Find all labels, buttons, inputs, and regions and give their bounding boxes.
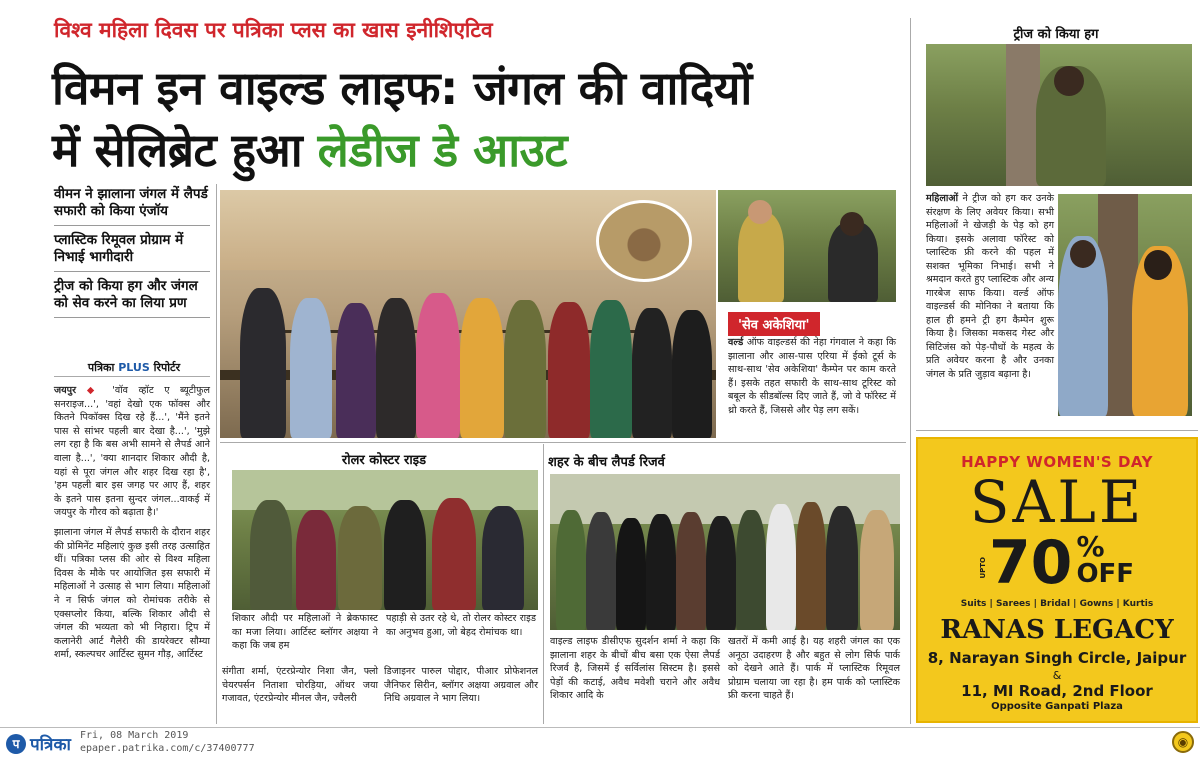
deck-list — [54, 184, 210, 322]
tree-hug-lead: महिलाओं — [926, 193, 959, 204]
ad-address-3: Opposite Ganpati Plaza — [991, 701, 1123, 712]
save-acacia-text: ऑफ वाइल्डर्स की नेहा गंगवाल ने कहा कि झालाना और आस-पास एरिया में ईको टूर्स के साथ-साथ 'सेव अकेशिया' कैम्पेन पर काम करते हैं। इसके तहत सफारी के साथ-साथ टूरिस्ट को बबूल के सीडबॉल्स दिए जाते हैं, जो वे फॉरेस्ट में थ्रो करते हैं, जिससे और पेड़ लग सकें। — [728, 337, 896, 416]
roller-coaster-photo — [232, 470, 538, 610]
headline-line-2-green: लेडीज डे आउट — [317, 123, 568, 177]
deck-1: वीमन ने झालाना जंगल में लैपर्ड सफारी को किया एंजॉय — [54, 184, 210, 226]
body-column-left — [54, 384, 210, 668]
tree-hug-label: ट्रीज को किया हग — [1013, 27, 1099, 42]
column-divider — [543, 444, 544, 724]
body-column-3: डिजाइनर पारुल पोद्दार, पीआर प्रोफेशनल जैनिफर सिरीन, ब्लॉगर अक्षया अग्रवाल और निधि अग्रवाल ने भाग लिया। — [384, 666, 538, 705]
leopard-column-1: वाइल्ड लाइफ डीसीएफ सुदर्शन शर्मा ने कहा कि झालाना शहर के बीचों बीच बसा एक ऐसा लैपर्ड रिजर्व है, जिसमें ई सर्विलांस सिस्टम है। इससे पेड़ों की कटाई, अवैध मवेशी चराने और अवैध शिकार आदि के — [550, 636, 720, 702]
inset-deer-photo — [596, 200, 692, 282]
patrika-logo-icon: प — [6, 734, 26, 754]
byline-plus: PLUS — [118, 361, 150, 374]
diamond-icon: ◆ — [86, 385, 102, 396]
body-column-2: संगीता शर्मा, एंटरप्रेन्योर निशा जैन, फ्लो चेयरपर्सन निताशा चोरड़िया, ऑथर जया गजावत, एंटरप्रेन्योर मीनल जैन, ज्वैलरी — [222, 666, 378, 705]
leopard-column-2: खतरों में कमी आई है। यह शहरी जंगल का एक अनूठा उदाहरण है और बहुत से लोग सिर्फ पार्क को देखने आते हैं। पार्क में प्लास्टिक रिमूवल प्रोग्राम चलाया जा रहा है। हम पार्क को प्लास्टिक फ्री करना चाहते हैं। — [728, 636, 900, 702]
ad-sale: SALE — [969, 468, 1145, 536]
ad-ampersand: & — [1052, 669, 1062, 682]
owl-icon[interactable]: ◉ — [1172, 731, 1194, 753]
save-acacia-lead: वर्ल्ड — [728, 337, 744, 348]
ad-address-1: 8, Narayan Singh Circle, Jaipur — [927, 649, 1187, 667]
save-acacia-body — [728, 336, 896, 417]
ad-discount — [918, 528, 1196, 598]
row-divider — [220, 442, 906, 443]
byline-prefix: पत्रिका — [87, 361, 115, 374]
headline-line-2-black: में सेलिब्रेट हुआ — [52, 123, 303, 177]
ad-discount-value: 70 — [988, 528, 1073, 598]
ad-womens-day: HAPPY WOMEN'S DAY — [961, 453, 1153, 471]
body-p1-text: 'वॉव व्हॉट ए ब्यूटीफुल सनराइज...', 'वहां देखो एक फॉक्स और कितने पिकॉक्स दिख रहे हैं...', 'मैंने इतने पास से सांभर पहली बार देखा है...', 'मुझे लग रहा है कि बस अभी सामने से लैपर्ड आने वाला है...', 'क्या शानदार शिकार औदी है, यहां से पूरा जंगल और शहर दिख रहा है', 'हम पहली बार इस जगह पर आए हैं, शहर के इतने पास इतना सुन्दर जंगल...वाकई में जयपुर के गौरव को बढ़ाता है।' — [54, 385, 211, 519]
ad-off: OFF — [1076, 559, 1135, 589]
ad-brand: RANAS LEGACY — [940, 615, 1174, 645]
leopard-reserve-label: शहर के बीच लैपर्ड रिजर्व — [548, 455, 665, 470]
byline-suffix: रिपोर्टर — [153, 361, 181, 374]
body-paragraph-2: झालाना जंगल में लैपर्ड सफारी के दौरान शहर की प्रोमिनेंट महिलाएं कुछ इसी तरह उत्साहित थीं। पत्रिका प्लस की ओर से विश्व महिला दिवस के मौके पर आयोजित इस सफारी में महिलाओं ने उत्साह से भाग लिया। महिलाओं ने न सिर्फ जंगल को रोमांचक तरीके से एक्सप्लोर किया, बल्कि शिकार औदी से जंगल की भव्यता को भी निहारा। ट्रिप में कलानेरी आर्ट गैलेरी की डायरेक्टर सौम्या शर्मा, स्कल्पचर आर्टिस्ट सुमन गौड़, आर्टिस्ट — [54, 526, 210, 661]
deck-3: ट्रीज को किया हग और जंगल को सेव करने का लिया प्रण — [54, 276, 210, 318]
byline — [58, 360, 210, 375]
ad-percent: % — [1076, 530, 1105, 563]
save-acacia-tag: 'सेव अकेशिया' — [728, 312, 820, 336]
footer-date: Fri, 08 March 2019 — [80, 730, 189, 741]
roller-coaster-label: रोलर कोस्टर राइड — [341, 453, 427, 468]
divider — [54, 376, 210, 377]
footer-url[interactable]: epaper.patrika.com/c/37400777 — [80, 743, 255, 754]
tree-hug-photo-1 — [926, 44, 1192, 186]
roller-caption-right: पहाड़ी से उतर रहे थे, तो रोलर कोस्टर राइड का अनुभव हुआ, जो बेहद रोमांचक था। — [386, 613, 536, 638]
body-paragraph-1 — [54, 384, 210, 520]
sale-advertisement[interactable] — [916, 437, 1198, 723]
kicker: विश्व महिला दिवस पर पत्रिका प्लस का खास इनीशिएटिव — [54, 18, 493, 42]
tree-hug-photo-2 — [1058, 194, 1192, 416]
ad-address-2: 11, MI Road, 2nd Floor — [961, 682, 1153, 700]
ad-upto: UPTO — [978, 557, 987, 579]
patrika-logo-text: पत्रिका — [30, 735, 71, 755]
footer-meta — [80, 729, 255, 755]
ad-categories: Suits | Sarees | Bridal | Gowns | Kurtis — [960, 599, 1154, 609]
patrika-logo[interactable] — [6, 732, 71, 755]
headline-line-2 — [52, 118, 567, 180]
headline-line-1: विमन इन वाइल्ड लाइफ: जंगल की वादियों — [52, 61, 752, 115]
leopard-reserve-photo — [550, 474, 900, 630]
row-divider — [916, 430, 1198, 431]
group-photo — [220, 190, 716, 438]
column-divider — [216, 184, 217, 724]
roller-caption-left: शिकार औदी पर महिलाओं ने ब्रेकफास्ट का मजा लिया। आर्टिस्ट ब्लॉगर अक्षया ने कहा कि जब हम — [232, 613, 378, 651]
acacia-photo — [718, 190, 896, 302]
tree-hug-text: ने ट्रीज को हग कर उनके संरक्षण के लिए अवेयर किया। सभी महिलाओं ने खेजड़ी के पेड़ को हग किया। इसके अलावा फॉरेस्ट को प्लास्टिक फ्री करने की पहल में सशक्त भूमिका निभाई। सभी ने श्रमदान करते हुए प्लास्टिक और अन्य गारबेज साफ किया। वर्ल्ड ऑफ वाइल्डर्स की मोनिका ने बताया कि हाल ही हमने ट्री हग कैम्पेन शुरू किया है। जिसका मकसद गेस्ट और सिटिजंस को पेड़-पौधों के महत्व के प्रति अवेयर करना है और उनका जंगल के प्रति जुड़ाव बढ़ाना है। — [926, 193, 1054, 380]
tree-hug-body — [926, 192, 1054, 381]
dateline: जयपुर ◆ — [54, 385, 102, 396]
deck-2: प्लास्टिक रिमूवल प्रोग्राम में निभाई भागीदारी — [54, 230, 210, 272]
column-divider — [910, 18, 911, 724]
